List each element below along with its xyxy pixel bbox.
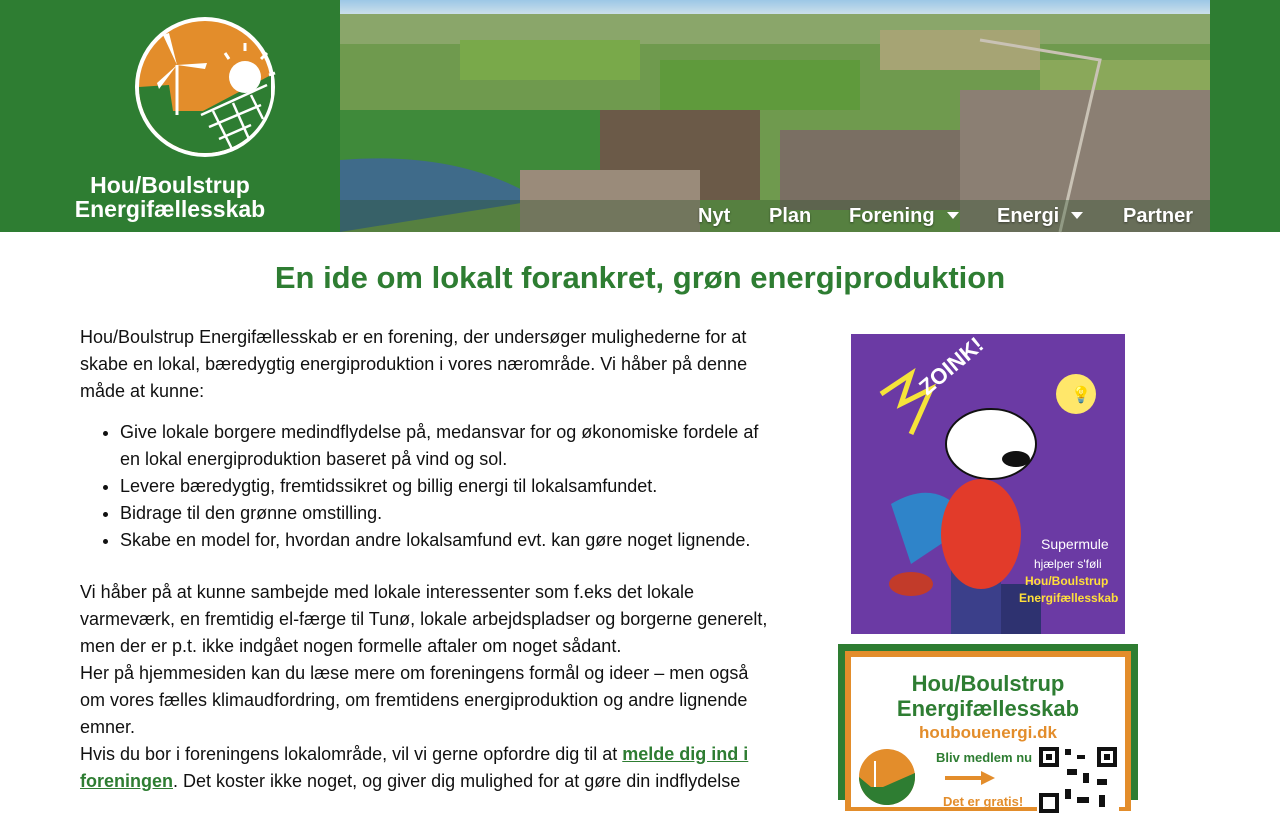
comic-caption-4: Energifællesskab [1019,591,1119,605]
arrow-right-icon [945,771,995,785]
poster-free: Det er gratis! [943,794,1024,809]
join-text-before: Hvis du bor i foreningens lokalområde, vil vi gerne opfordre dig til at [80,744,623,764]
poster-cta: Bliv medlem nu [936,750,1033,765]
membership-poster[interactable] [838,644,1138,809]
poster-orange-frame [845,651,1131,811]
list-item: • Skabe en model for, hvordan andre lokalsamfund evt. kan gøre noget lignende. [120,527,770,554]
site-header [0,0,1280,232]
brand-block [0,0,340,232]
nav-item-partner[interactable] [1123,205,1193,228]
brand-name[interactable] [0,173,375,221]
brand-name-line1: Hou/Boulstrup [90,172,250,198]
chevron-down-icon[interactable] [1071,212,1083,219]
poster-content [851,657,1125,807]
nav-item-forening[interactable] [849,205,959,228]
join-text-after: . Det koster ikke noget, og giver dig mulighed for at gøre din indflydelse [173,771,741,791]
qr-code-icon [1037,745,1119,815]
website-paragraph: Her på hjemmesiden kan du læse mere om foreningens formål og ideer – men også om vores fælles klimaudfordring, om fremtidens energiproduktion og andre lignende emner. [80,663,749,737]
nav-item-energi[interactable] [997,205,1083,228]
poster-title-line2: Energifællesskab [896,696,1080,721]
intro-paragraph: Hou/Boulstrup Energifællesskab er en forening, der undersøger mulighederne for at skabe en lokal, bæredygtig energiproduktion i vores nærområde. Vi håber på denne måde at kunne: [80,327,748,401]
comic-caption-2: hjælper s'føli [1034,557,1102,571]
list-item: • Give lokale borgere medindflydelse på, medansvar for og økonomiske fordele af en lokal energiproduktion baseret på vind og sol. [120,419,770,473]
chevron-down-icon[interactable] [947,212,959,219]
nav-item-plan[interactable] [769,205,811,228]
wind-sun-solar-logo-icon[interactable] [133,15,277,159]
nav-label: Energi [997,205,1060,227]
join-paragraph [80,741,770,795]
supermule-comic-image[interactable] [851,331,1125,634]
poster-title [851,671,1125,721]
article-body [80,324,770,795]
nav-label: Nyt [698,205,731,227]
nav-label: Forening [849,205,935,227]
poster-url: houbouenergi.dk [919,723,1057,742]
list-item: • Bidrage til den grønne omstilling. [120,500,770,527]
cooperation-paragraph: Vi håber på at kunne sambejde med lokale interessenter som f.eks det lokale varmeværk, en fremtidig el-færge til Tunø, lokale arbejdspladser og borgerne generelt, men der er p.t. ikke indgået nogen formelle aftaler om noget sådant. [80,582,768,656]
goals-list [120,419,770,554]
comic-caption-3: Hou/Boulstrup [1025,574,1109,588]
svg-text:💡: 💡 [1071,387,1091,404]
zoink-text: ZOINK! [914,331,989,400]
main-nav [340,200,1210,232]
page-title: En ide om lokalt forankret, grøn energiproduktion [274,260,1006,295]
poster-logo-icon [857,747,917,807]
nav-item-nyt[interactable] [698,205,730,228]
list-item: • Levere bæredygtig, fremtidssikret og billig energi til lokalsamfundet. [120,473,770,500]
brand-name-line2: Energifællesskab [74,196,266,222]
hero-landscape-image [340,0,1210,232]
poster-title-line1: Hou/Boulstrup [911,671,1065,696]
join-link[interactable]: melde dig ind i foreningen [80,744,749,791]
comic-caption-1: Supermule [1041,536,1109,552]
nav-label: Partner [1123,205,1194,227]
nav-label: Plan [769,205,812,227]
